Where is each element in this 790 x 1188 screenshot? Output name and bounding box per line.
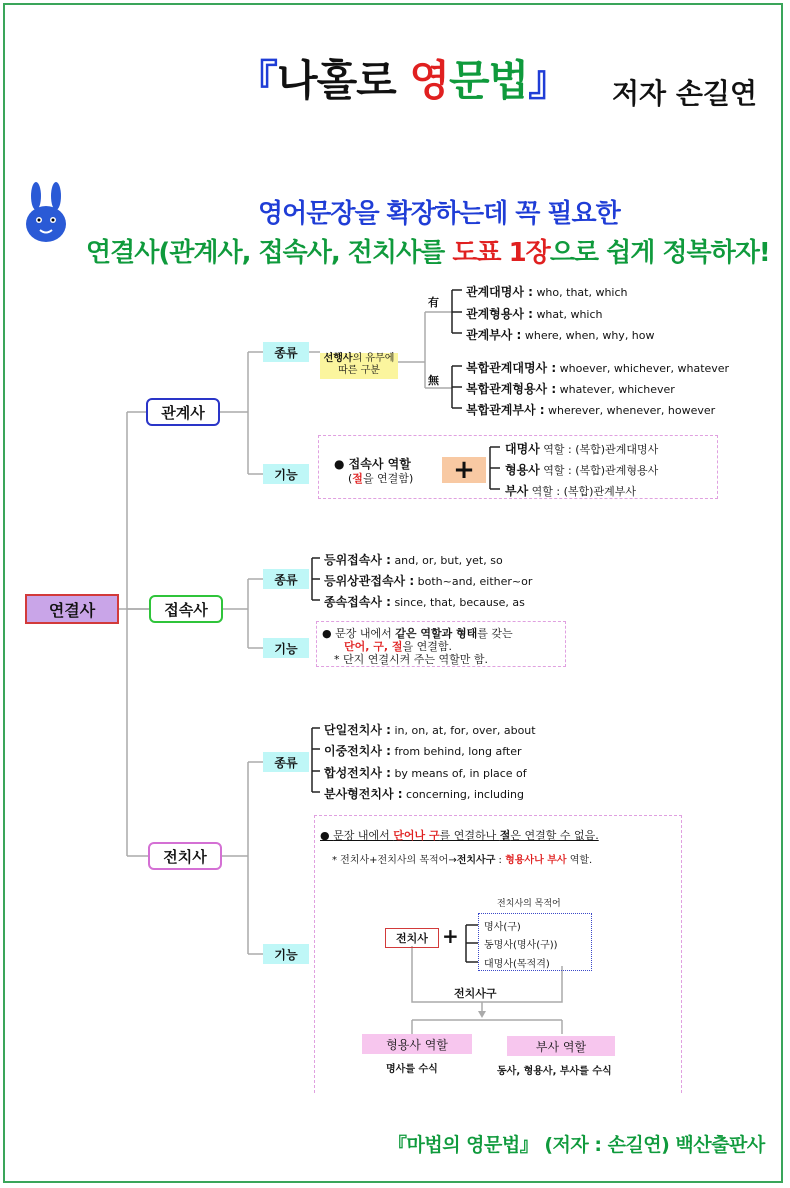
adverb-desc: 동사, 형용사, 부사를 수식 bbox=[497, 1066, 612, 1077]
func-a: 접속사 역할 bbox=[348, 457, 411, 471]
item-examples: who, that, which bbox=[536, 286, 628, 299]
item-name: 이중전치사 : bbox=[324, 744, 391, 758]
item-examples: wherever, whenever, however bbox=[548, 404, 716, 417]
relative-role bbox=[505, 482, 636, 499]
func-1a: 문장 내에서 bbox=[335, 627, 396, 640]
func-1d: 절 bbox=[499, 829, 511, 842]
func-b: ( bbox=[348, 472, 353, 485]
headline-2-b: 도표 1장 bbox=[452, 238, 550, 268]
func-2e: 역할. bbox=[566, 855, 593, 866]
item-name: 관계형용사 : bbox=[466, 307, 533, 321]
relative-role bbox=[505, 461, 658, 478]
object-label: 전치사의 목적어 bbox=[497, 899, 561, 909]
headline-2-c: 으로 쉽게 정복하자! bbox=[549, 238, 770, 268]
preposition-func-tag: 기능 bbox=[263, 944, 309, 964]
headline-1: 영어문장을 확장하는데 꼭 필요한 bbox=[258, 199, 620, 229]
item-name: 분사형전치사 : bbox=[324, 787, 403, 801]
item-name: 관계대명사 : bbox=[466, 285, 533, 299]
title-close-bracket: 』 bbox=[528, 56, 570, 105]
adjective-desc: 명사를 수식 bbox=[386, 1064, 438, 1075]
relative-without-item bbox=[466, 401, 715, 418]
without-antecedent-label: 無 bbox=[428, 374, 439, 387]
relative-with-item bbox=[466, 305, 603, 322]
role-name: 부사 bbox=[505, 484, 529, 498]
category-preposition: 전치사 bbox=[148, 842, 222, 870]
item-name: 복합관계부사 : bbox=[466, 403, 545, 417]
antecedent-b: 의 유무에 bbox=[352, 353, 395, 364]
title-part3: 문법 bbox=[448, 56, 529, 105]
with-antecedent-label: 有 bbox=[428, 296, 439, 309]
func-c: 절 bbox=[352, 472, 363, 485]
item-examples: whoever, whichever, whatever bbox=[559, 362, 730, 375]
func-2c: : bbox=[495, 855, 506, 866]
category-conjunction: 접속사 bbox=[149, 595, 223, 623]
preposition-func-line2 bbox=[332, 851, 592, 866]
item-examples: in, on, at, for, over, about bbox=[394, 724, 536, 737]
antecedent-a: 선행사 bbox=[323, 353, 353, 364]
conjunction-func-line1: ● 문장 내에서 같은 역할과 형태를 갖는 bbox=[322, 627, 513, 640]
preposition-func-line1: ● 문장 내에서 단어나 구를 연결하나 절은 연결할 수 없음. bbox=[320, 829, 599, 842]
item-name: 등위접속사 : bbox=[324, 553, 391, 567]
conjunction-type-item bbox=[324, 551, 503, 568]
role-text: 역할 : (복합)관계부사 bbox=[528, 485, 636, 498]
relative-func-tag: 기능 bbox=[263, 464, 309, 484]
conjunction-type-item bbox=[324, 593, 525, 610]
plus-icon: + bbox=[442, 457, 486, 483]
func-2b: 전치사구 bbox=[456, 855, 496, 866]
item-name: 합성전치사 : bbox=[324, 766, 391, 780]
preposition-type-tag: 종류 bbox=[263, 752, 309, 772]
item-name: 복합관계형용사 : bbox=[466, 382, 557, 396]
preposition-type-item bbox=[324, 785, 524, 802]
func-2a: * 전치사+전치사의 목적어→ bbox=[332, 855, 457, 866]
func-1c: 를 갖는 bbox=[477, 627, 513, 640]
conjunction-type-item bbox=[324, 572, 532, 589]
relative-func-sub bbox=[348, 470, 413, 486]
func-1c: 를 연결하나 bbox=[439, 829, 500, 842]
func-d: 을 연결함) bbox=[362, 472, 414, 485]
root-box-connectives: 연결사 bbox=[25, 594, 119, 624]
adjective-role-box: 형용사 역할 bbox=[362, 1034, 472, 1054]
role-name: 대명사 bbox=[505, 442, 540, 456]
relative-with-item bbox=[466, 326, 655, 343]
item-examples: whatever, whichever bbox=[559, 383, 675, 396]
preposition-type-item bbox=[324, 764, 527, 781]
phrase-label: 전치사구 bbox=[454, 987, 497, 1000]
item-examples: where, when, why, how bbox=[524, 329, 655, 342]
antecedent-c: 따른 구분 bbox=[338, 365, 380, 376]
plus-icon: + bbox=[442, 924, 459, 948]
relative-with-item bbox=[466, 283, 628, 300]
antecedent-box bbox=[320, 353, 398, 379]
object-item: 동명사(명사(구)) bbox=[484, 940, 558, 951]
object-item: 대명사(목적격) bbox=[484, 959, 550, 970]
item-examples: and, or, but, yet, so bbox=[394, 554, 503, 567]
item-name: 관계부사 : bbox=[466, 328, 522, 342]
func-2d: 형용사나 부사 bbox=[505, 855, 567, 866]
item-examples: both~and, either~or bbox=[417, 575, 533, 588]
item-examples: what, which bbox=[536, 308, 603, 321]
relative-without-item bbox=[466, 380, 675, 397]
relative-type-tag: 종류 bbox=[263, 342, 309, 362]
title-part1: 나홀로 bbox=[277, 56, 410, 105]
item-examples: from behind, long after bbox=[394, 745, 522, 758]
relative-func-text: ● 접속사 역할 bbox=[334, 457, 411, 471]
func-2a: 단어, 구, 절 bbox=[344, 640, 403, 653]
footer-credit: 『마법의 영문법』 (저자 : 손길연) 백산출판사 bbox=[388, 1134, 765, 1156]
item-name: 복합관계대명사 : bbox=[466, 361, 557, 375]
preposition-type-item bbox=[324, 742, 522, 759]
adverb-role-box: 부사 역할 bbox=[507, 1036, 615, 1056]
item-name: 단일전치사 : bbox=[324, 723, 391, 737]
author: 저자 손길연 bbox=[612, 77, 757, 110]
item-examples: since, that, because, as bbox=[394, 596, 525, 609]
title-open-bracket: 『 bbox=[236, 56, 278, 105]
role-text: 역할 : (복합)관계형용사 bbox=[539, 464, 659, 477]
item-examples: concerning, including bbox=[406, 788, 524, 801]
headline-2-a: 연결사(관계사, 접속사, 전치사를 bbox=[86, 238, 453, 268]
prep-box: 전치사 bbox=[385, 928, 439, 948]
role-text: 역할 : (복합)관계대명사 bbox=[539, 443, 659, 456]
role-name: 형용사 bbox=[505, 463, 540, 477]
conjunction-type-tag: 종류 bbox=[263, 569, 309, 589]
object-item: 명사(구) bbox=[484, 922, 521, 933]
func-1b: 같은 역할과 형태 bbox=[395, 627, 478, 640]
func-2b: 을 연결함. bbox=[402, 640, 453, 653]
item-name: 종속접속사 : bbox=[324, 595, 391, 609]
category-relative: 관계사 bbox=[146, 398, 220, 426]
conjunction-func-line3: * 단지 연결시켜 주는 역할만 함. bbox=[334, 653, 488, 666]
title-part2: 영 bbox=[409, 56, 449, 105]
relative-without-item bbox=[466, 359, 729, 376]
relative-role bbox=[505, 440, 658, 457]
item-name: 등위상관접속사 : bbox=[324, 574, 415, 588]
item-examples: by means of, in place of bbox=[394, 767, 527, 780]
func-1e: 은 연결할 수 없음. bbox=[510, 829, 599, 842]
func-1b: 단어나 구 bbox=[393, 829, 440, 842]
func-1a: 문장 내에서 bbox=[333, 829, 394, 842]
preposition-type-item bbox=[324, 721, 536, 738]
conjunction-func-tag: 기능 bbox=[263, 638, 309, 658]
